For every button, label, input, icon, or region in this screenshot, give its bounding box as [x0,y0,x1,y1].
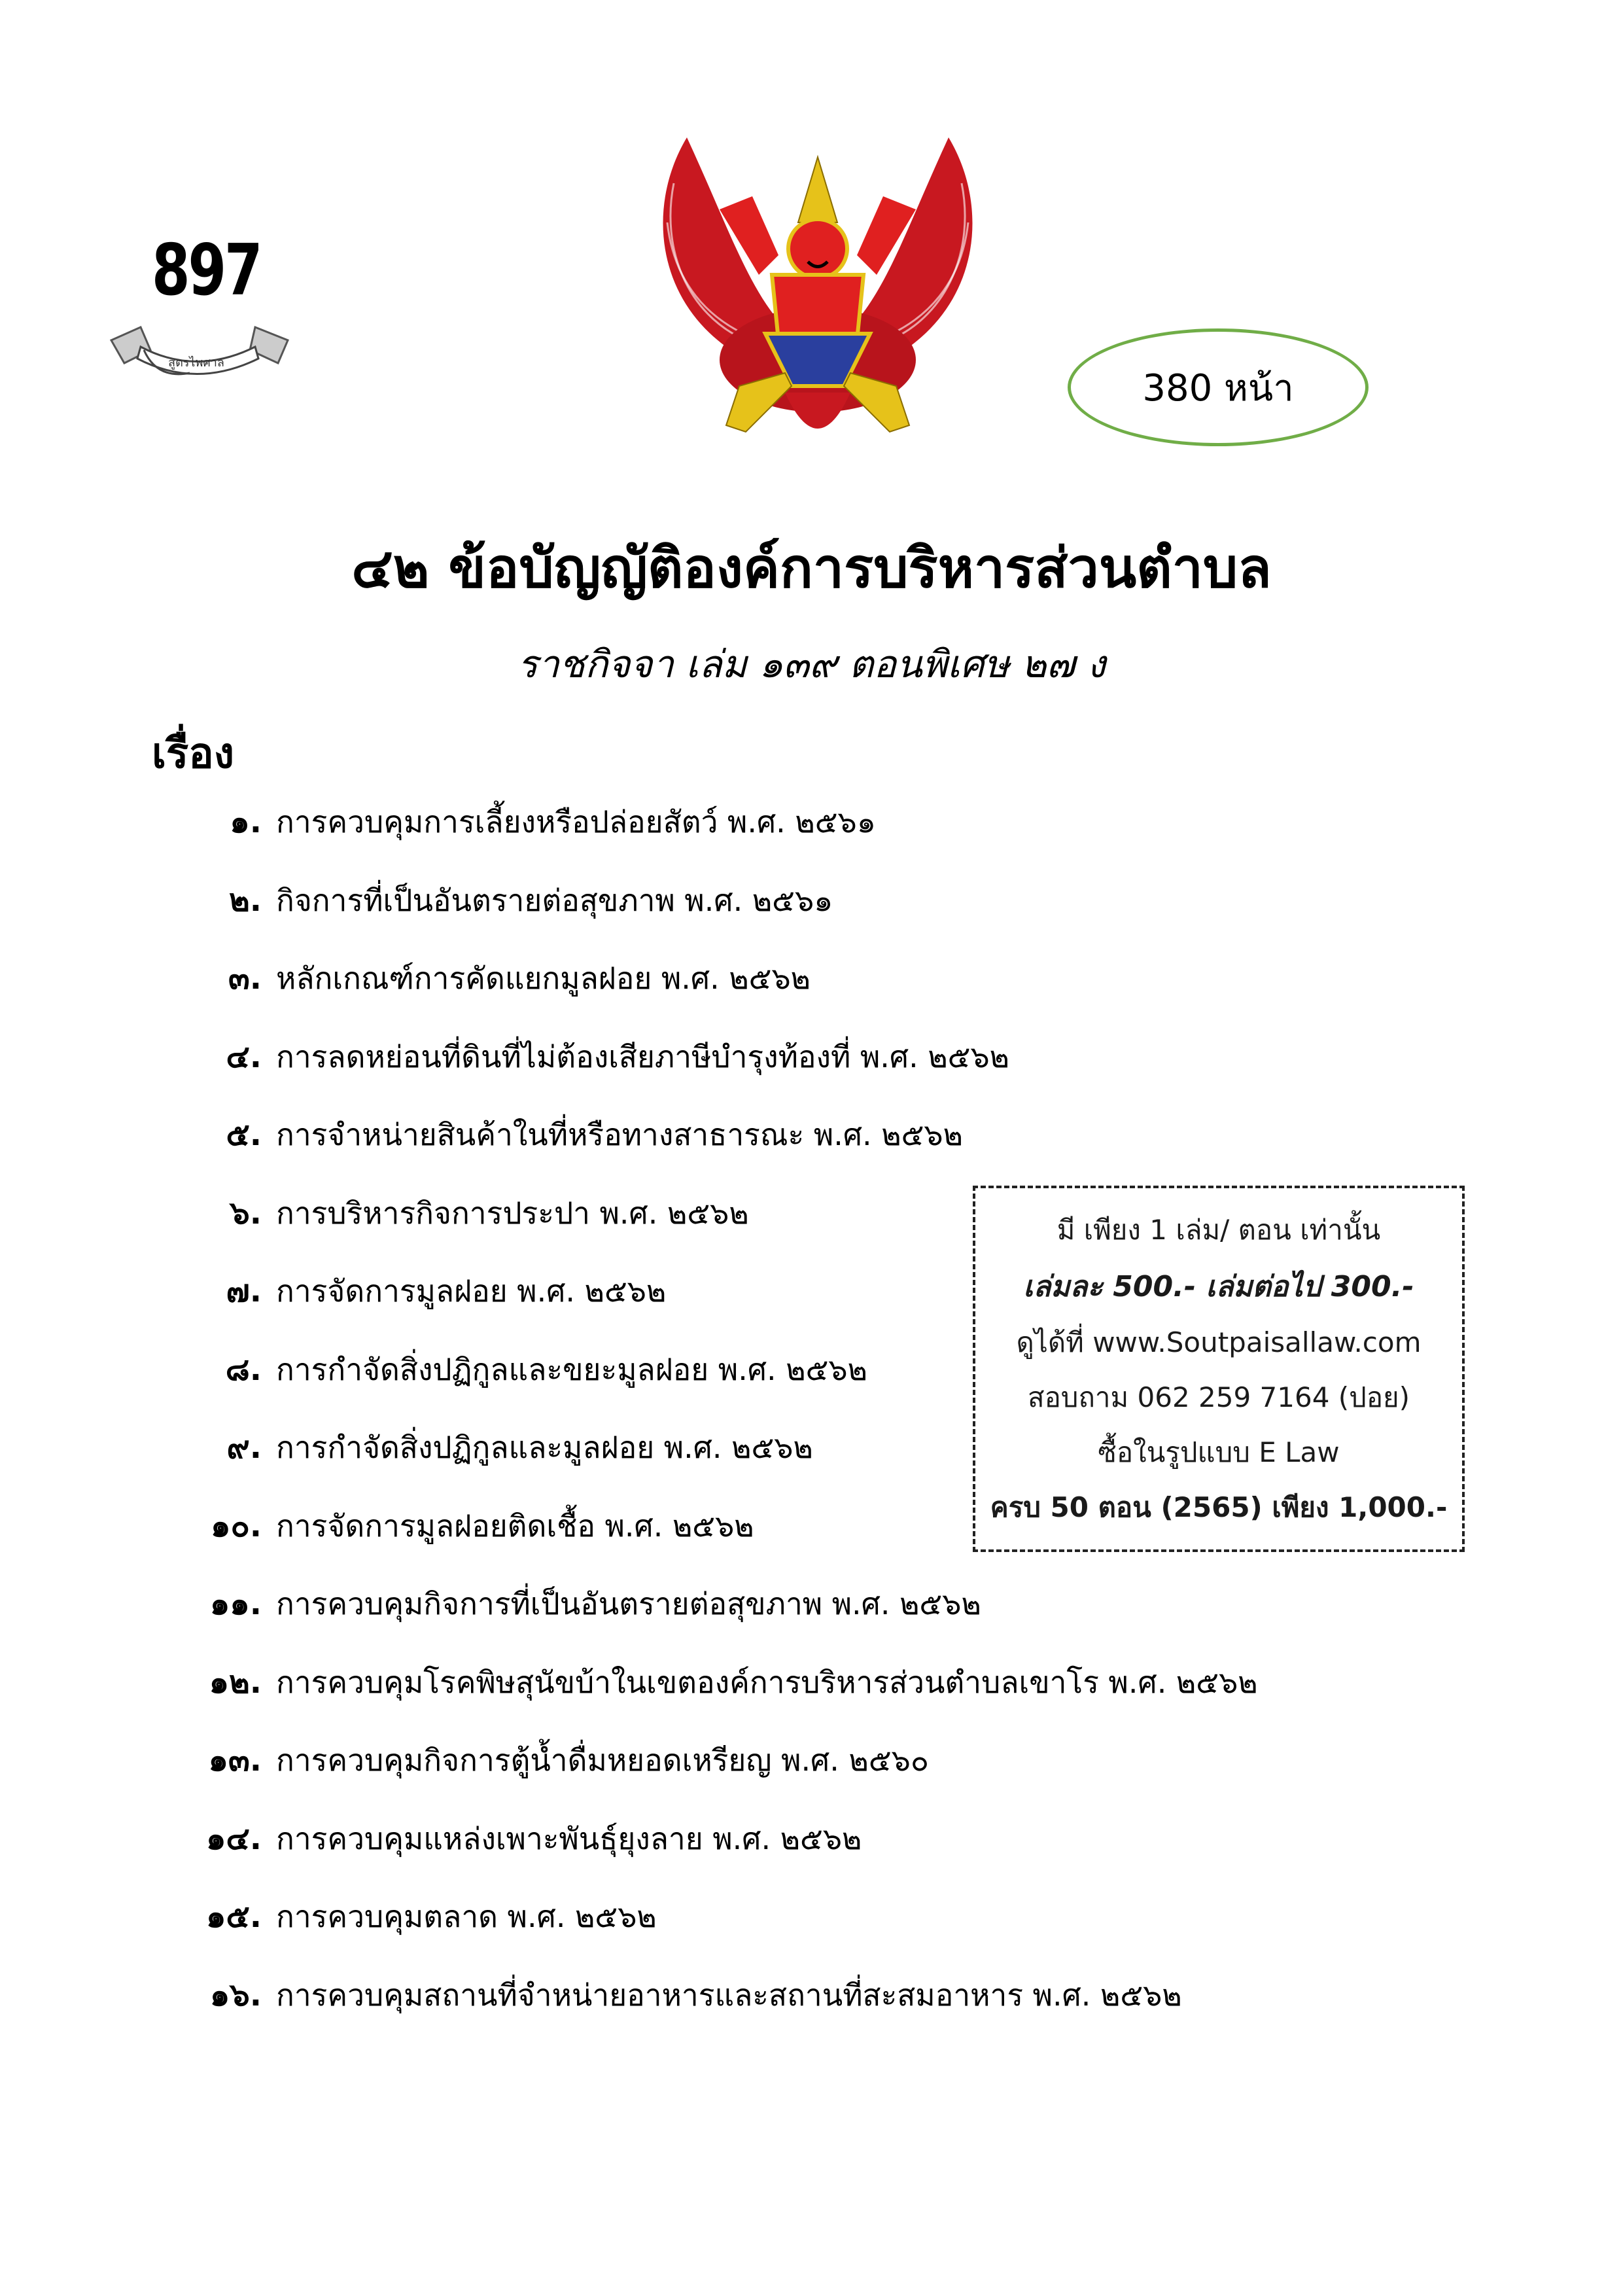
toc-number: ๑๑. [209,1585,262,1622]
toc-item [170,1970,1348,2049]
toc-number: ๑๖. [209,1976,262,2013]
section-heading: เรื่อง [152,730,234,778]
promo-contact: สอบถาม 062 259 7164 (ปอย) [1027,1381,1410,1413]
toc-number: ๑๓. [208,1742,262,1778]
toc-title: การควบคุมกิจการตู้น้ำดื่มหยอดเหรียญ พ.ศ. ๒๕๖๐ [276,1742,929,1778]
promo-box [973,1186,1465,1552]
toc-title: การควบคุมกิจการที่เป็นอันตรายต่อสุขภาพ พ.ศ. ๒๕๖๒ [276,1586,981,1621]
toc-title: หลักเกณฑ์การคัดแยกมูลฝอย พ.ศ. ๒๕๖๒ [276,961,811,996]
toc-title: การควบคุมสถานที่จำหน่ายอาหารและสถานที่สะสมอาหาร พ.ศ. ๒๕๖๒ [276,1977,1182,2013]
toc-item [170,1579,1348,1657]
page-count-label: 380 หน้า [1142,366,1294,410]
toc-title: การจัดการมูลฝอยติดเชื้อ พ.ศ. ๒๕๖๒ [276,1508,754,1544]
toc-number: ๙. [226,1429,262,1466]
promo-price: เล่มละ 500.- เล่มต่อไป 300.- [1023,1270,1414,1303]
promo-bundle: ครบ 50 ตอน (2565) เพียง 1,000.- [990,1491,1448,1523]
toc-number: ๓. [228,960,262,997]
toc-number: ๖. [230,1194,262,1231]
garuda-icon [648,124,988,465]
toc-title: การจำหน่ายสินค้าในที่หรือทางสาธารณะ พ.ศ. ๒๕๖๒ [276,1117,963,1152]
toc-title: การจัดการมูลฝอย พ.ศ. ๒๕๖๒ [276,1273,667,1309]
toc-number: ๑. [230,804,262,840]
toc-item [170,953,1348,1032]
toc-item [170,1032,1348,1110]
toc-item [170,1110,1348,1188]
toc-number: ๑๔. [205,1820,262,1857]
toc-item [170,797,1348,875]
toc-item [170,875,1348,954]
toc-title: การควบคุมการเลี้ยงหรือปล่อยสัตว์ พ.ศ. ๒๕๖๑ [276,804,876,839]
promo-availability: มี เพียง 1 เล่ม/ ตอน เท่านั้น [1056,1214,1381,1246]
document-subtitle: ราชกิจจา เล่ม ๑๓๙ ตอนพิเศษ ๒๗ ง [517,642,1106,686]
toc-title: การกำจัดสิ่งปฏิกูลและขยะมูลฝอย พ.ศ. ๒๕๖๒ [276,1351,867,1387]
toc-title: การควบคุมโรคพิษสุนัขบ้าในเขตองค์การบริหารส่วนตำบลเขาโร พ.ศ. ๒๕๖๒ [276,1664,1258,1700]
toc-item [170,1814,1348,1892]
garuda-emblem [648,124,988,465]
ribbon-banner-icon [105,314,294,386]
toc-number: ๑๐. [211,1507,262,1544]
svg-text:สูตรไพศาล: สูตรไพศาล [168,356,224,370]
toc-title: การควบคุมตลาด พ.ศ. ๒๕๖๒ [276,1899,657,1934]
toc-title: การกำจัดสิ่งปฏิกูลและมูลฝอย พ.ศ. ๒๕๖๒ [276,1430,813,1465]
ribbon-logo [105,314,294,386]
toc-item [170,1657,1348,1736]
toc-number: ๑๕. [205,1898,262,1935]
toc-item [170,1892,1348,1970]
promo-format: ซื้อในรูปแบบ E Law [1098,1436,1340,1468]
toc-item [170,1735,1348,1814]
toc-title: การควบคุมแหล่งเพาะพันธุ์ยุงลาย พ.ศ. ๒๕๖๒ [276,1820,862,1856]
toc-title: การลดหย่อนที่ดินที่ไม่ต้องเสียภาษีบำรุงท้องที่ พ.ศ. ๒๕๖๒ [276,1038,1010,1074]
toc-number: ๕. [226,1116,262,1153]
toc-number: ๘. [225,1351,262,1388]
toc-number: ๔. [226,1038,262,1075]
toc-number: ๒. [229,881,262,919]
page-count-badge [1068,328,1369,446]
promo-website[interactable]: ดูได้ที่ www.Soutpaisallaw.com [1016,1326,1422,1358]
toc-number: ๑๒. [209,1663,262,1701]
toc-number: ๗. [226,1273,262,1309]
toc-title: กิจการที่เป็นอันตรายต่อสุขภาพ พ.ศ. ๒๕๖๑ [276,882,833,918]
document-title: ๔๒ ข้อบัญญัติองค์การบริหารส่วนตำบล [351,536,1272,600]
page-number: 897 [152,230,261,311]
toc-title: การบริหารกิจการประปา พ.ศ. ๒๕๖๒ [276,1195,749,1231]
